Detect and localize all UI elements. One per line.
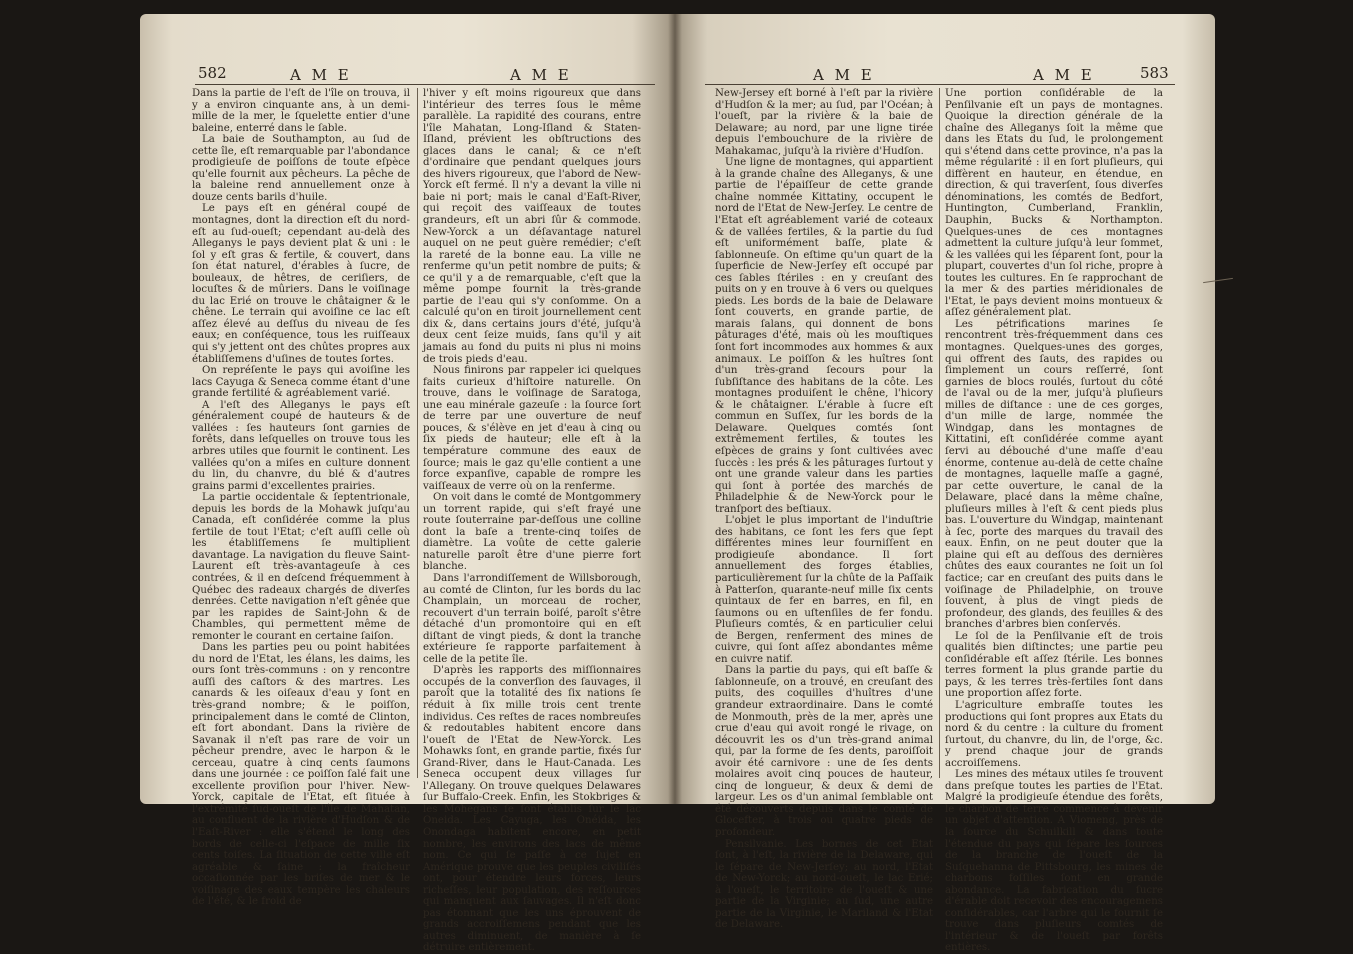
paragraph: Dans la partie du pays, qui eſt baſſe & ſablonneuſe, on a trouvé, en creuſant des puits, des coquilles d'huîtres d'une grandeur extraordinaire. Dans le comté de Monmouth, près de la mer, après une crue d'eau qui avoit rongé le rivage, on découvrit les os d'un très-grand animal qui, par la forme de ſes dents, paroiſſoit avoir été carnivore : une de ſes dents molaires avoit cinq pouces de hauteur, cinq de longueur, & deux & demi de largeur. Les os d'un animal ſemblable ont été découverts depuis dans le comté de Glocefter, à trois ou quatre pieds de profondeur.	[715, 665, 933, 838]
running-head: A M E	[1033, 66, 1095, 84]
paragraph: Les mines des métaux utiles ſe trouvent dans preſque toutes les parties de l'Etat. Malgré la prodigieuſe étendue des forêts, le charbon de terre commence à devenir un objet d'attention. A Viomeng, près de la ſource du Schuilkill & dans toute l'étendue du pays qui ſépare les ſources de la branche de l'oueſt de la Suſquehanna de Pittsbourg, les mines de charbons foſſiles ſont en grande abondance. La fabrication du ſucre d'érable doit recevoir des encouragemens conſidérables, car l'arbre qui le fournit ſe trouve dans pluſieurs comtés de l'intérieur & de l'oueſt par forêts entières.	[945, 769, 1163, 954]
text-column-left	[715, 88, 933, 931]
column-divider	[417, 88, 418, 778]
paragraph: Le pays eſt en général coupé de montagnes, dont la direction eſt du nord-eſt au ſud-oueſt; cependant au-delà des Alleganys le pays devient plat & uni : le ſol y eſt gras & fertile, & couvert, dans ſon état naturel, d'érables à ſucre, de bouleaux, de hêtres, de ceriſiers, de locuſtes & de mûriers. Dans le voiſinage du lac Erié on trouve le châtaigner & le chêne. Le terrain qui avoiſine ce lac eſt aſſez élevé au deſſus du niveau de ſes eaux; en conſéquence, tous les ruiſſeaux qui s'y jettent ont des chûtes propres aux établiſſemens d'uſines de toutes ſortes.	[192, 203, 410, 365]
text-column-left	[192, 88, 410, 908]
open-book	[140, 14, 1215, 954]
paragraph: L'agriculture embraſſe toutes les productions qui ſont propres aux Etats du nord & du centre : la culture du froment ſurtout, du chanvre, du lin, de l'orge, &c. y prend chaque jour de grands accroiſſemens.	[945, 699, 1163, 769]
paragraph: L'objet le plus important de l'induſtrie des habitans, ce ſont les fers que ſept différentes mines leur fourniſſent en prodigieuſe abondance. Il ſort annuellement des forges établies, particulièrement ſur la chûte de la Paſſaik à Patterſon, quarante-neuf mille ſix cents quintaux de fer en barres, en fil, en ſaumons ou en uſtenſiles de fer fondu. Pluſieurs comtés, & en particulier celui de Bergen, renferment des mines de cuivre, qui ſont aſſez abondantes même en cuivre natif.	[715, 515, 933, 665]
paragraph: Les pétrifications marines ſe rencontrent très-fréquemment dans ces montagnes. Quelques-unes des gorges, qui offrent des ſauts, des rapides ou ſimplement un cours reſſerré, ſont garnies de blocs roulés, ſurtout du côté de l'aval ou de la mer, juſqu'à pluſieurs milles de diſtance : une de ces gorges, d'un mille de large, nommée the Windgap, dans les montagnes de Kittatini, eſt conſidérée comme ayant ſervi au débouché d'une maſſe d'eau énorme, contenue au-delà de cette chaîne de montagnes, laquelle maſſe a gagné, par cette ouverture, le canal de la Delaware, placé dans la même chaîne, pluſieurs milles à l'eſt & cent pieds plus bas. L'ouverture du Windgap, maintenant à ſec, porte des marques du travail des eaux. Enfin, on ne peut douter que la plaine qui eſt au deſſous des dernières chûtes des eaux courantes ne ſoit un ſol factice; car en creuſant des puits dans le voiſinage de Philadelphie, on trouve ſouvent, à plus de vingt pieds de profondeur, des glands, des feuilles & des branches d'arbres bien conſervés.	[945, 318, 1163, 631]
header-rule	[705, 84, 1175, 85]
paragraph: Dans l'arrondiſſement de Willsborough, au comté de Clinton, ſur les bords du lac Champlain, un morceau de rocher, recouvert d'un terrain boiſé, paroît s'être détaché d'un promontoire qui en eſt diſtant de vingt pieds, & dont la tranche extérieure ſe rapporte parfaitement à celle de la petite île.	[423, 572, 641, 665]
page-number: 582	[198, 64, 227, 82]
paragraph: On repréſente le pays qui avoiſine les lacs Cayuga & Seneca comme étant d'une grande fertilité & agréablement varié.	[192, 365, 410, 400]
paragraph: Pensilvanie. Les bornes de cet Etat ſont, à l'eſt, la rivière de la Delaware, qui le ſépare de New-Jerſey; au nord, l'Etat de New-Yorck; au nord-oueſt, le lac Erié; à l'oueſt, le territoire de l'oueſt & une partie de la Virginie; au ſud, une autre partie de la Virginie, le Mariland & l'Etat de Delaware.	[715, 838, 933, 931]
running-head: A M E	[290, 66, 352, 84]
paragraph: La baie de Southampton, au ſud de cette île, eſt remarquable par l'abondance prodigieuſe de poiſſons de toute eſpèce qu'elle fournit aux pêcheurs. La pêche de la baleine rend annuellement onze à douze cents barils d'huile.	[192, 134, 410, 203]
left-page	[140, 14, 675, 954]
header-rule	[195, 84, 655, 85]
running-head: A M E	[813, 66, 875, 84]
paragraph: A l'eſt des Alleganys le pays eſt généralement coupé de hauteurs & de vallées : ſes hauteurs ſont garnies de forêts, dans leſquelles on trouve tous les arbres utiles que fournit le continent. Les vallées qu'on a miſes en culture donnent du lin, du chanvre, du blé & d'autres grains parmi d'excellentes prairies.	[192, 399, 410, 492]
text-column-right	[423, 88, 641, 954]
text-column-right	[945, 88, 1163, 954]
column-divider	[939, 88, 940, 778]
paragraph: l'hiver y eſt moins rigoureux que dans l'intérieur des terres ſous le même parallèle. La rapidité des courans, entre l'île Mahatan, Long-Iſland & Staten-Iſland, prévient les obſtructions des glaces dans le canal; & ce n'eſt d'ordinaire que pendant quelques jours des hivers rigoureux, que l'abord de New-Yorck eſt fermé. Il n'y a devant la ville ni baie ni port; mais le canal d'Eaſt-River, qui reçoit des vaiſſeaux de toutes grandeurs, eſt un abri ſûr & commode. New-Yorck a un déſavantage naturel auquel on ne peut guère remédier; c'eſt la rareté de la bonne eau. La ville ne renferme qu'un petit nombre de puits; & ce qu'il y a de remarquable, c'eſt que la même pompe fournit la très-grande partie de l'eau qui s'y conſomme. On a calculé qu'on en tiroit journellement cent dix &, dans certains jours d'été, juſqu'à deux cent ſeize muids, ſans qu'il y ait jamais au fond du puits ni plus ni moins de trois pieds d'eau.	[423, 88, 641, 365]
paragraph: Dans la partie de l'eſt de l'île on trouva, il y a environ cinquante ans, à un demi-mille de la mer, le ſquelette entier d'une baleine, enterré dans le ſable.	[192, 88, 410, 134]
page-number: 583	[1140, 64, 1169, 82]
book-gutter	[668, 14, 682, 804]
running-head: A M E	[510, 66, 572, 84]
paragraph: Nous finirons par rappeler ici quelques faits curieux d'hiſtoire naturelle. On trouve, dans le voiſinage de Saratoga, une eau minérale gazeuſe : la ſource ſort de terre par une ouverture de neuf pouces, & s'élève en jet d'eau à cinq ou ſix pieds de hauteur; elle eſt à la température commune des eaux de ſource; mais le gaz qu'elle contient a une force expanſive, capable de rompre les vaiſſeaux de verre où on la renferme.	[423, 365, 641, 492]
paragraph: La partie occidentale & ſeptentrionale, depuis les bords de la Mohawk juſqu'au Canada, eſt conſidérée comme la plus fertile de tout l'Etat; c'eſt auſſi celle où les établiſſemens ſe multiplient davantage. La navigation du fleuve Saint-Laurent eſt très-avantageuſe à ces contrées, & il en deſcend fréquemment à Québec des radeaux chargés de diverſes denrées. Cette navigation n'eſt gênée que par les rapides de Saint-John & de Chambles, qui permettent même de remonter le courant en certaine ſaiſon.	[192, 492, 410, 642]
paragraph: Le ſol de la Penſilvanie eſt de trois qualités bien diſtinctes; une partie peu conſidérable eſt aſſez ſtérile. Les bonnes terres forment la plus grande partie du pays, & les terres très-fertiles ſont dans une proportion aſſez forte.	[945, 630, 1163, 700]
paragraph: Dans les parties peu ou point habitées du nord de l'Etat, les élans, les daims, les ours ſont très-communs : on y rencontre auſſi des caſtors & des martres. Les canards & les oiſeaux d'eau y ſont en très-grand nombre; & le poiſſon, principalement dans le comté de Clinton, eſt fort abondant. Dans la rivière de Savanak il n'eſt pas rare de voir un pêcheur prendre, avec le harpon & le cerceau, quatre à cinq cents ſaumons dans une journée : ce poiſſon ſalé fait une excellente proviſion pour l'hiver. New-Yorck, capitale de l'Etat, eſt ſituée à l'extrémité ſud-oueſt de l'île de Mahatan, au confluent de la rivière d'Hudſon & de l'Eaſt-River : elle s'étend le long des bords de celle-ci l'eſpace de mille ſix cents toiſes. La ſituation de cette ville eſt agréable & ſaine : la fraîcheur occaſionnée par les briſes de mer & le voiſinage des eaux tempère les chaleurs de l'été, & le froid de	[192, 642, 410, 908]
paragraph: Une ligne de montagnes, qui appartient à la grande chaîne des Alleganys, & une partie de l'épaiſſeur de cette grande chaîne nommée Kittatiny, occupent le nord de l'Etat de New-Jerſey. Le centre de l'Etat eſt agréablement varié de coteaux & de vallées fertiles, & la partie du ſud eſt uniformément baſſe, plate & ſablonneuſe. On eſtime qu'un quart de la ſuperficie de New-Jerſey eſt occupé par ces ſables ſtériles : en y creuſant des puits on y en trouve à 6 vers ou quelques pieds. Les bords de la baie de Delaware ſont couverts, en grande partie, de marais ſalans, qui donnent de bons pâturages d'été, mais où les mouſtiques ſont fort incommodes aux hommes & aux animaux. Le poiſſon & les huîtres ſont d'un très-grand ſecours pour la ſubſiſtance des habitans de la côte. Les montagnes produiſent le chêne, l'hicory & le châtaigner. L'érable à ſucre eſt commun en Suſſex, ſur les bords de la Delaware. Quelques comtés ſont extrêmement fertiles, & toutes les eſpèces de grains y ſont cultivées avec ſuccès : les prés & les pâturages ſurtout y ont une grande valeur dans les parties qui ſont à portée des marchés de Philadelphie & de New-Yorck pour le tranſport des beſtiaux.	[715, 157, 933, 515]
paragraph: New-Jersey eſt borné à l'eſt par la rivière d'Hudſon & la mer; au ſud, par l'Océan; à l'oueſt, par la rivière & la baie de Delaware; au nord, par une ligne tirée depuis l'embouchure de la rivière de Mahakamac, juſqu'à la rivière d'Hudſon.	[715, 88, 933, 157]
right-page	[675, 14, 1215, 954]
paragraph: D'après les rapports des miſſionnaires occupés de la converſion des ſauvages, il paroît que la totalité des ſix nations ſe réduit à ſix mille trois cent trente individus. Ces reſtes de races nombreuſes & redoutables habitent encore dans l'oueſt de l'Etat de New-Yorck. Les Mohawks ſont, en grande partie, fixés ſur Grand-River, dans le Haut-Canada. Les Seneca occupent deux villages ſur l'Allegany. On trouve quelques Delawares ſur Buffalo-Creek. Enfin, les Stokbriges & les Mohegans ſe ſont établis ſur le lac Oneida. Les Cayuga, les Onéida, les Onondaga habitent encore, en petit nombre, les environs des lacs de même nom. Ce qui ſe paſſe à ce ſujet en Amérique prouve que les peuples civiliſés ont, pour étendre leurs forces, leurs richeſſes, leur population, des reſſources qui manquent aux ſauvages. Il n'eſt donc pas étonnant que les uns éprouvent de grands accroiſſemens pendant que les autres diminuent, de manière à ſe détruire entièrement.	[423, 665, 641, 954]
paragraph: Une portion conſidérable de la Penſilvanie eſt un pays de montagnes. Quoique la direction générale de la chaîne des Alleganys ſoit la même que dans les Etats du ſud, le prolongement qui s'étend dans cette province, n'a pas la même régularité : il en ſort pluſieurs, qui diffèrent en hauteur, en étendue, en direction, & qui traverſent, ſous diverſes dénominations, les comtés de Bedfort, Huntington, Cumberland, Franklin, Dauphin, Bucks & Northampton. Quelques-unes de ces montagnes admettent la culture juſqu'à leur ſommet, & les vallées qui les ſéparent ſont, pour la plupart, couvertes d'un ſol riche, propre à toutes les cultures. En ſe rapprochant de la mer & des parties méridionales de l'Etat, le pays devient moins montueux & aſſez généralement plat.	[945, 88, 1163, 319]
paragraph: On voit dans le comté de Montgommery un torrent rapide, qui s'eſt frayé une route ſouterraine par-deſſous une colline dont la baſe a trente-cinq toiſes de diamètre. La voûte de cette galerie naturelle paroît être d'une pierre fort blanche.	[423, 492, 641, 573]
